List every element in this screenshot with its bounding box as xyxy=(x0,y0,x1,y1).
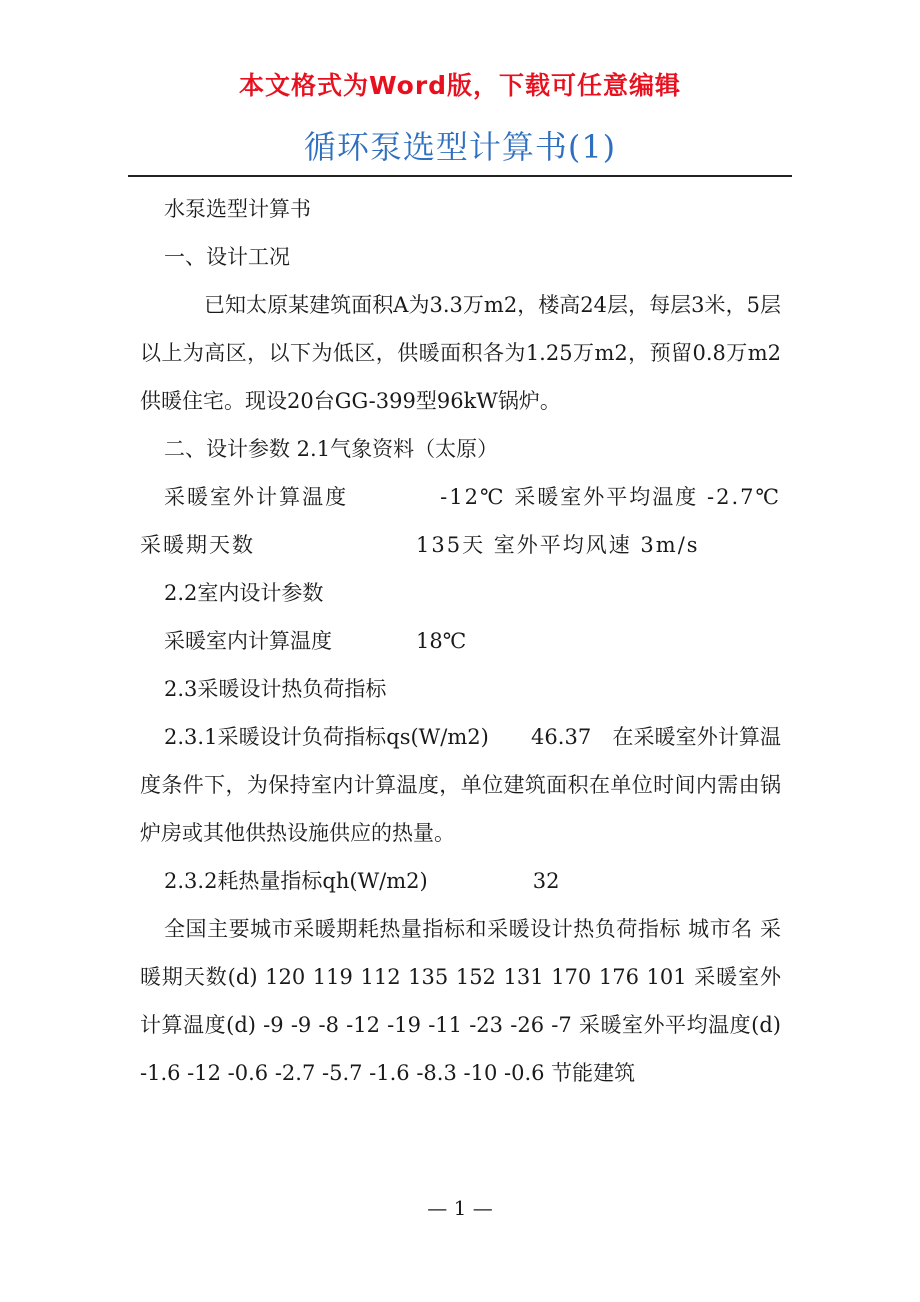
section-heading-design-conditions: 一、设计工况 xyxy=(164,245,290,269)
page-number: — 1 — xyxy=(427,1196,493,1220)
paragraph-indoor-temperature: 采暖室内计算温度 18℃ xyxy=(164,629,467,653)
section-heading-heat-load-index: 2.3采暖设计热负荷指标 xyxy=(164,677,387,701)
paragraph-heat-load-index: 2.3.1采暖设计负荷指标qs(W/m2) 46.37 在采暖室外计算温度条件下，为保持室内计算温度，单位建筑面积在单位时间内需由锅炉房或其他供热设施供应的热量。 xyxy=(140,725,781,845)
section-heading-indoor-parameters: 2.2室内设计参数 xyxy=(164,581,324,605)
paragraph-weather-data: 采暖室外计算温度 -12℃ 采暖室外平均温度 -2.7℃ 采暖期天数 135天 室外平均风速 3m/s xyxy=(140,485,781,557)
paragraph-heading-calc: 水泵选型计算书 xyxy=(164,197,311,221)
paragraph-city-table: 全国主要城市采暖期耗热量指标和采暖设计热负荷指标 城市名 采暖期天数(d) 120 119 112 135 152 131 170 176 101 采暖室外 计算温度(d) -9 -9 -8 -12 -19 -11 -23 -26 -7 采暖室外平均温度(d) -1.6 -12 -0.6 -2.7 -5.7 -1.6 -8.3 -10 -0.6 节能建筑 xyxy=(140,917,781,1085)
document-title: 循环泵选型计算书(1) xyxy=(303,128,617,166)
title-divider xyxy=(128,175,792,177)
format-notice-banner: 本文格式为Word版，下载可任意编辑 xyxy=(238,71,682,100)
section-heading-design-parameters: 二、设计参数 2.1气象资料（太原） xyxy=(164,437,499,461)
paragraph-heat-consumption-index: 2.3.2耗热量指标qh(W/m2) 32 xyxy=(164,869,560,893)
document-body xyxy=(140,185,781,1097)
paragraph-building-info: 已知太原某建筑面积A为3.3万m2，楼高24层，每层3米，5层以上为高区，以下为低区，供暖面积各为1.25万m2，预留0.8万m2供暖住宅。现设20台GG-399型96kW锅炉。 xyxy=(140,293,781,413)
